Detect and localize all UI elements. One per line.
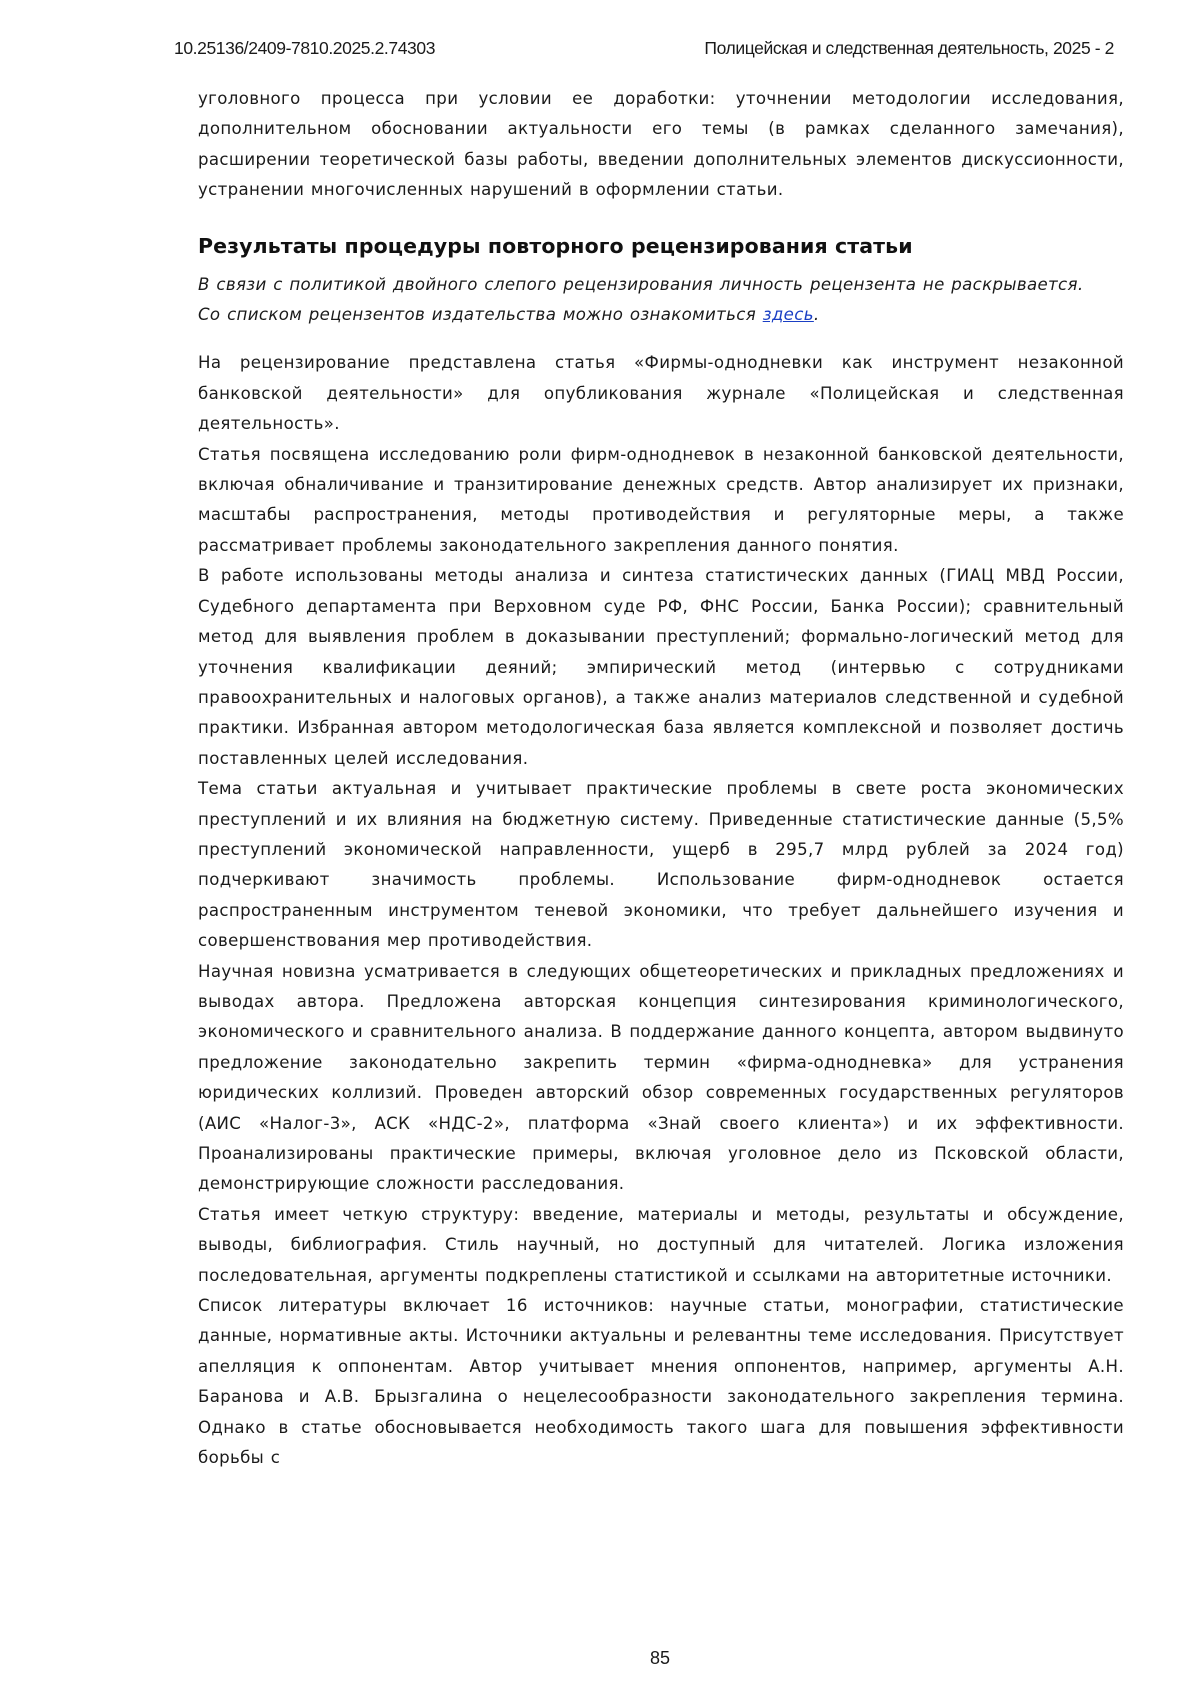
page-content bbox=[198, 84, 1124, 1473]
intro-paragraph: уголовного процесса при условии ее доработки: уточнении методологии исследования, дополнительном обосновании актуальности его темы (в рамках сделанного замечания), расширении теоретической базы работы, введении дополнительных элементов дискуссионности, устранении многочисленных нарушений в оформлении статьи. bbox=[198, 84, 1124, 206]
body-paragraph: Список литературы включает 16 источников: научные статьи, монографии, статистические данные, нормативные акты. Источники актуальны и релевантны теме исследования. Присутствует апелляция к оппонентам. Автор учитывает мнения оппонентов, например, аргументы А.Н. Баранова и А.В. Брызгалина о нецелесообразности законодательного закрепления термина. Однако в статье обосновывается необходимость такого шага для повышения эффективности борьбы с bbox=[198, 1291, 1124, 1473]
body-paragraph: В работе использованы методы анализа и синтеза статистических данных (ГИАЦ МВД России, Судебного департамента при Верховном суде РФ, ФНС России, Банка России); сравнительный метод для выявления проблем в доказывании преступлений; формально-логический метод для уточнения квалификации деяний; эмпирический метод (интервью с сотрудниками правоохранительных и налоговых органов), а также анализ материалов следственной и судебной практики. Избранная автором методологическая база является комплексной и позволяет достичь поставленных целей исследования. bbox=[198, 561, 1124, 774]
body-paragraph: Научная новизна усматривается в следующих общетеоретических и прикладных предложениях и выводах автора. Предложена авторская концепция синтезирования криминологического, экономического и сравнительного анализа. В поддержание данного концепта, автором выдвинуто предложение законодательно закрепить термин «фирма-однодневка» для устранения юридических коллизий. Проведен авторский обзор современных государственных регуляторов (АИС «Налог-3», АСК «НДС-2», платформа «Знай своего клиента») и их эффективности. Проанализированы практические примеры, включая уголовное дело из Псковской области, демонстрирующие сложности расследования. bbox=[198, 957, 1124, 1200]
body-paragraph: Тема статьи актуальная и учитывает практические проблемы в свете роста экономических преступлений и их влияния на бюджетную систему. Приведенные статистические данные (5,5% преступлений экономической направленности, ущерб в 295,7 млрд рублей за 2024 год) подчеркивают значимость проблемы. Использование фирм-однодневок остается распространенным инструментом теневой экономики, что требует дальнейшего изучения и совершенствования мер противодействия. bbox=[198, 774, 1124, 956]
doi-label: 10.25136/2409-7810.2025.2.74303 bbox=[174, 38, 435, 59]
notice-line-2-suffix: . bbox=[814, 305, 820, 324]
body-paragraph: На рецензирование представлена статья «Фирмы-однодневки как инструмент незаконной банковской деятельности» для опубликования журнале «Полицейская и следственная деятельность». bbox=[198, 348, 1124, 439]
running-header bbox=[174, 36, 1114, 60]
review-body bbox=[198, 348, 1124, 1473]
page-number: 85 bbox=[0, 1648, 1200, 1669]
notice-line-1: В связи с политикой двойного слепого рецензирования личность рецензента не раскрывается. bbox=[198, 275, 1084, 294]
journal-title: Полицейская и следственная деятельность, 2025 - 2 bbox=[704, 38, 1114, 59]
section-title: Результаты процедуры повторного рецензирования статьи bbox=[198, 232, 1124, 260]
body-paragraph: Статья посвящена исследованию роли фирм-однодневок в незаконной банковской деятельности, включая обналичивание и транзитирование денежных средств. Автор анализирует их признаки, масштабы распространения, методы противодействия и регуляторные меры, а также рассматривает проблемы законодательного закрепления данного понятия. bbox=[198, 440, 1124, 562]
review-notice bbox=[198, 270, 1124, 331]
notice-line-2-prefix: Со списком рецензентов издательства можно ознакомиться bbox=[198, 305, 763, 324]
body-paragraph: Статья имеет четкую структуру: введение, материалы и методы, результаты и обсуждение, выводы, библиография. Стиль научный, но доступный для читателей. Логика изложения последовательная, аргументы подкреплены статистикой и ссылками на авторитетные источники. bbox=[198, 1200, 1124, 1291]
reviewers-link[interactable]: здесь bbox=[763, 305, 814, 324]
